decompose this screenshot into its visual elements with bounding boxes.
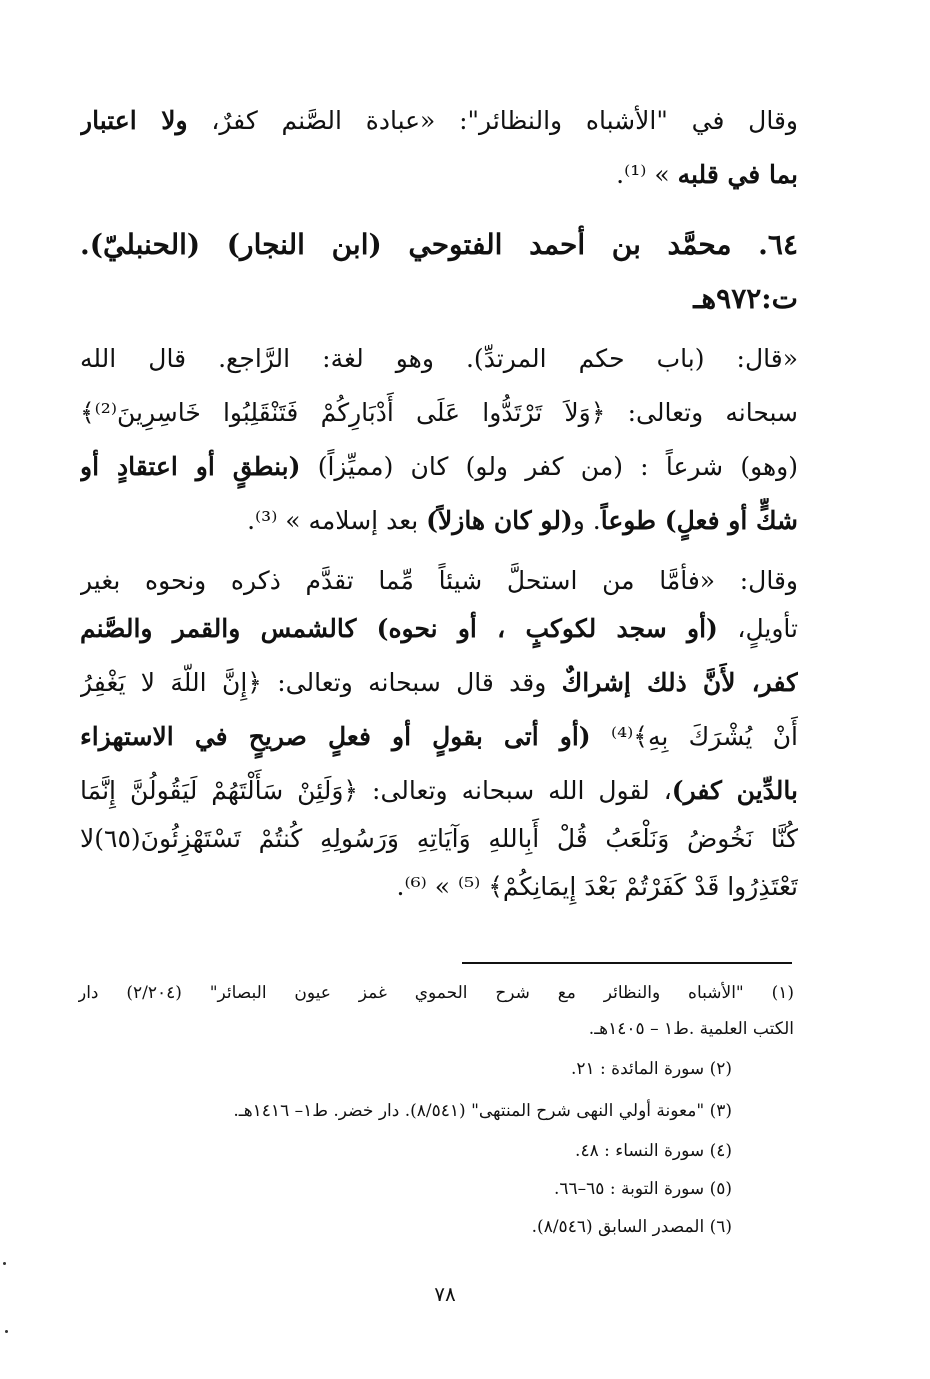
text-run: ، لقول الله سبحانه وتعالى: ﴿وَلَئِنْ سَأَلْتَهُمْ لَيَقُولُنَّ إِنَّمَا <box>80 776 672 805</box>
paragraph-3-line-1: وقال: «فأمَّا من استحلَّ شيئاً مِّما تقدَّم ذكره ونحوه بغير <box>80 566 798 595</box>
footnote-4: (٤) سورة النساء : ٤٨. <box>575 1141 732 1161</box>
text-run: (وهو) شرعاً : (من كفر ولو) كان (مميِّزاً) <box>300 452 798 481</box>
entry-heading-line-1: ٦٤. محمَّد بن أحمد الفتوحي (ابن النجار) (الحنبليّ). <box>80 228 798 261</box>
paragraph-1-line-1 <box>80 98 798 144</box>
paragraph-3-line-7: تَعْتَذِرُوا قَدْ كَفَرْتُمْ بَعْدَ إِيمَانِكُمْ﴾ ⁽⁵⁾ » ⁽⁶⁾. <box>396 872 798 901</box>
bold-text-run: كفر، لأَنَّ ذلك إشراكٌ <box>561 668 798 697</box>
footnote-separator <box>462 962 792 964</box>
scan-speck <box>3 1262 6 1265</box>
paragraph-2-line-4 <box>80 498 798 544</box>
footnote-1-line-1: (١) "الأشباه والنظائر مع شرح الحموي غمز عيون البصائر" (٢/٢٠٤) دار <box>78 983 794 1003</box>
page-number: ٧٨ <box>434 1282 456 1306</box>
text-run: » ⁽¹⁾. <box>616 160 678 189</box>
bold-text-run: (أو سجد لكوكبٍ ، أو نحوه) كالشمس والقمر والصَّنم <box>80 614 718 643</box>
footnote-1-line-2: الكتب العلمية .ط١ – ١٤٠٥هـ. <box>588 1019 794 1039</box>
paragraph-2-line-2: سبحانه وتعالى: ﴿وَلاَ تَرْتَدُّوا عَلَى أَدْبَارِكُمْ فَتَنْقَلِبُوا خَاسِرِينَ⁽²⁾﴾ <box>80 398 798 427</box>
bold-text-run: (لو كان هازلاً) <box>426 506 573 535</box>
bold-text-run: ولا اعتبار <box>80 106 188 135</box>
text-run: . و <box>572 506 601 535</box>
paragraph-3-line-4 <box>80 714 798 760</box>
footnote-6: (٦) المصدر السابق (٨/٥٤٦). <box>531 1217 732 1237</box>
entry-heading-line-2: ت:٩٧٢هـ <box>693 282 798 315</box>
footnote-5: (٥) سورة التوبة : ٦٥–٦٦. <box>554 1179 732 1199</box>
text-run: وقال في "الأشباه والنظائر": «عبادة الصَّنم كفرٌ، <box>187 106 798 135</box>
text-run: بعد إسلامه » ⁽³⁾. <box>247 506 427 535</box>
text-run: وقد قال سبحانه وتعالى: ﴿إِنَّ اللّهَ لا يَغْفِرُ <box>80 668 562 697</box>
bold-text-run: (أو أتى بقولٍ أو فعلٍ صريحٍ في الاستهزاء <box>80 722 591 751</box>
bold-text-run: (بنطقٍ أو اعتقادٍ أو <box>80 452 301 481</box>
paragraph-2-line-1: «قال: (باب حكم المرتدِّ). وهو لغة: الرَّاجع. قال الله <box>80 344 798 373</box>
bold-text-run: شكٍّ أو فعلٍ) طوعاً <box>600 506 798 535</box>
text-run: أَنْ يُشْرَكَ بِهِ﴾⁽⁴⁾ <box>590 722 798 751</box>
paragraph-3-line-5 <box>80 768 798 814</box>
footnote-2: (٢) سورة المائدة : ٢١. <box>570 1059 732 1079</box>
paragraph-1-line-2 <box>80 152 798 198</box>
paragraph-3-line-6: كُنَّا نَخُوضُ وَنَلْعَبُ قُلْ أَبِاللهِ وَآيَاتِهِ وَرَسُولِهِ كُنتُمْ تَسْتَهْزِئُونَ(٦٥)لا <box>80 824 798 853</box>
paragraph-3-line-3 <box>80 660 798 706</box>
bold-text-run: بما في قلبه <box>677 160 798 189</box>
paragraph-3-line-2 <box>80 606 798 652</box>
footnote-3: (٣) "معونة أولي النهى شرح المنتهى" (٨/٥٤١). دار خضر. ط١– ١٤١٦هـ. <box>233 1101 732 1121</box>
text-run: تأويلٍ، <box>717 614 798 643</box>
bold-text-run: بالدِّين كفر) <box>671 776 798 805</box>
scan-speck <box>5 1330 8 1333</box>
paragraph-2-line-3 <box>80 444 798 490</box>
